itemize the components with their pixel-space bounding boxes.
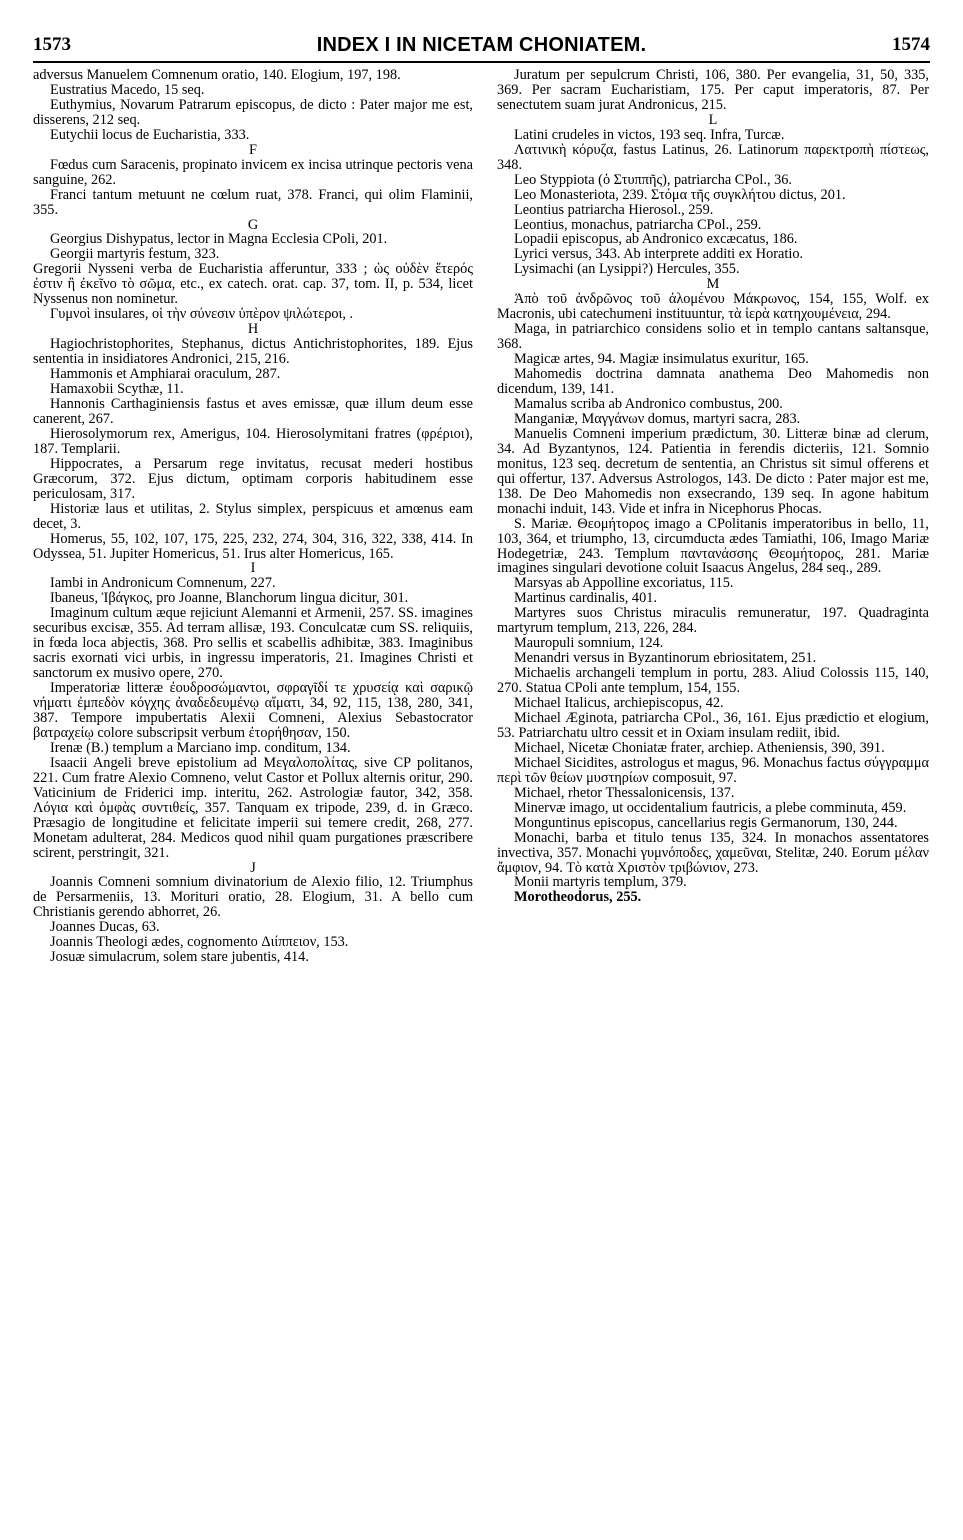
- index-entry: Imperatoriæ litteræ ἐουδροσώμαντοι, σφραγῖδί τε χρυσείᾳ καὶ σαρικῷ νήματι ἐμπεδὸν κόγχης ἀναδεδευμένῳ αἵματι, 34, 92, 115, 138, 280, 341, 387. Tempore impubertatis Alexii Comneni, Alexius Sebastocrator βατραχείῳ colore subscripsit verbum ἐτορήθησαν, 150.: [33, 680, 473, 741]
- section-letter: L: [708, 111, 718, 128]
- index-entry: Monachi, barba et titulo tenus 135, 324. In monachos assentatores invectiva, 357. Monachi γυμνόποδες, χαμεῦναι, Stelitæ, 240. Eorum μέλαν ἄμφιον, 94. Τὸ κατὰ Χριστὸν τριβώνιον, 273.: [497, 829, 929, 876]
- header-rule: [33, 61, 930, 63]
- index-entry: Mamalus scriba ab Andronico combustus, 200.: [514, 395, 783, 412]
- index-entry: Magicæ artes, 94. Magiæ insimulatus exuritur, 165.: [514, 351, 809, 368]
- index-entry: Lysimachi (an Lysippi?) Hercules, 355.: [514, 261, 740, 278]
- index-entry: Historiæ laus et utilitas, 2. Stylus simplex, perspicuus et amœnus eam decet, 3.: [33, 500, 473, 532]
- index-entry: Gregorii Nysseni verba de Eucharistia afferuntur, 333 ; ὡς οὐδὲν ἕτερός ἐστιν ἢ ἐκεῖνο τὸ σῶμα, etc., ex catech. orat. cap. 37, tom. II, p. 534, licet Nyssenus non nominetur.: [33, 261, 473, 308]
- section-letter: I: [250, 560, 256, 577]
- section-letter: H: [247, 321, 259, 338]
- index-entry: S. Mariæ. Θεομήτορος imago a CPolitanis imperatoribus in bello, 11, 103, 364, et triumpho, 13, circumducta ædes Tamiathi, 106, Imago Mariæ Hodegetriæ, 243. Templum παντανάσσης Θεομήτορος, 281. Mariæ imagines singulari devotione coluit Isaacus Angelus, 284 seq., 289.: [497, 515, 929, 577]
- index-entry: Ἀπὸ τοῦ ἀνδρῶνος τοῦ ἀλομένου Μάκρωνος, 154, 155, Wolf. ex Macronis, ubi catechumeni instituuntur, τὰ ἱερὰ κατηχουμένεια, 294.: [497, 291, 929, 323]
- index-entry: Leo Styppiota (ὁ Στυππῆς), patriarcha CPol., 36.: [514, 171, 792, 188]
- index-entry: Michael Italicus, archiepiscopus, 42.: [514, 695, 724, 712]
- index-entry: Michael Æginota, patriarcha CPol., 36, 161. Ejus prædictio et elogium, 53. Patriarchatu ultro cessit et in Oxiam insulam rediit, ibid.: [497, 709, 929, 741]
- index-entry: Hannonis Carthaginiensis fastus et aves emissæ, quæ illum deum esse canerent, 267.: [33, 395, 473, 427]
- index-entry: Hierosolymorum rex, Amerigus, 104. Hierosolymitani fratres (φρέριοι), 187. Templarii.: [33, 425, 473, 457]
- index-entry: Λατινικὴ κόρυζα, fastus Latinus, 26. Latinorum παρεκτροπὴ πίστεως, 348.: [497, 141, 929, 173]
- index-entry: Menandri versus in Byzantinorum ebriositatem, 251.: [514, 650, 817, 667]
- index-entry: Hamaxobii Scythæ, 11.: [50, 381, 184, 398]
- index-entry: Minervæ imago, ut occidentalium fautricis, a plebe comminuta, 459.: [514, 799, 907, 816]
- index-entry: Monguntinus episcopus, cancellarius regis Germanorum, 130, 244.: [514, 814, 898, 831]
- index-entry: Michael Sicidites, astrologus et magus, 96. Monachus factus σύγγραμμα περὶ τῶν θείων μυστηρίων composuit, 97.: [497, 754, 929, 786]
- index-entry: Marsyas ab Appolline excoriatus, 115.: [514, 575, 734, 592]
- index-entry: Imaginum cultum æque rejiciunt Alemanni et Armenii, 257. SS. imagines securibus excisæ, 355. Ad terram allisæ, 193. Conculcatæ cum SS. reliquiis, in fœda loca abjectis, 368. Pro sellis et scabellis adhibitæ, 383. Imaginibus sacris exornati vici urbis, in ingressu imperatoris, 21. Imagines Christi et sanctorum ex musivo opere, 270.: [33, 605, 473, 682]
- index-entry: Joannis Comneni somnium divinatorium de Alexio filio, 12. Triumphus de Persarmeniis, 13. Morituri oratio, 28. Elogium, 31. A bello cum Christianis gerendo abhorret, 26.: [33, 874, 473, 921]
- index-entry: Isaacii Angeli breve epistolium ad Μεγαλοπολίτας, sive CP politanos, 221. Cum fratre Alexio Comneno, velut Castor et Pollux alternis oritur, 290. Vaticinium de Friderici imp. interitu, 262. Astrologiæ fautor, 342, 358. Λόγια καὶ ὀμφὰς συντιθείς, 357. Tanquam ex tripode, 239, d. in Græco. Præsagio de longitudine et felicitate imperii sui temere credit, 268, 277. Monetam adulterat, 284. Medicos quod nihil quam purgationes præscribere scirent, perstringit, 321.: [33, 754, 473, 861]
- index-entry: Homerus, 55, 102, 107, 175, 225, 232, 274, 304, 316, 322, 338, 414. In Odyssea, 51. Jupiter Homericus, 51. Irus alter Homericus, 165.: [33, 530, 473, 562]
- index-entry: Josuæ simulacrum, solem stare jubentis, 414.: [50, 949, 309, 966]
- index-entry: Maga, in patriarchico considens solio et in templo cantans saltansque, 368.: [497, 321, 929, 353]
- index-entry: Leontius patriarcha Hierosol., 259.: [514, 201, 714, 218]
- index-entry: Eutychii locus de Eucharistia, 333.: [50, 126, 250, 143]
- index-entry: Hippocrates, a Persarum rege invitatus, recusat mederi hostibus Græcorum, 372. Ejus dictum, optimam corporis habitudinem esse periculosam, 317.: [33, 455, 473, 502]
- page-number-left: 1573: [33, 34, 71, 55]
- index-entry: Georgii martyris festum, 323.: [50, 246, 220, 263]
- index-entry: Ibaneus, Ἰβάγκος, pro Joanne, Blanchorum lingua dicitur, 301.: [50, 590, 409, 607]
- index-entry: Monii martyris templum, 379.: [514, 874, 687, 891]
- index-entry: Franci tantum metuunt ne cœlum ruat, 378. Franci, qui olim Flaminii, 355.: [33, 186, 473, 218]
- index-entry: Morotheodorus, 255.: [514, 889, 642, 906]
- index-entry: Michael, rhetor Thessalonicensis, 137.: [514, 784, 735, 801]
- index-entry: Manganiæ, Μαγγάνων domus, martyri sacra, 283.: [514, 410, 801, 427]
- index-entry: adversus Manuelem Comnenum oratio, 140. Elogium, 197, 198.: [33, 67, 401, 83]
- section-letter: J: [250, 859, 256, 876]
- index-entry: Georgius Dishypatus, lector in Magna Ecclesia CPoli, 201.: [50, 231, 388, 248]
- index-entry: Martyres suos Christus miraculis remuneratur, 197. Quadraginta martyrum templum, 213, 226, 284.: [497, 605, 929, 637]
- index-entry: Michaelis archangeli templum in portu, 283. Aliud Colossis 115, 140, 270. Statua CPoli ante templum, 154, 155.: [497, 665, 929, 697]
- left-column: [33, 68, 473, 965]
- index-entry: Hagiochristophorites, Stephanus, dictus Antichristophorites, 189. Ejus sententia in insidiatores Andronici, 215, 216.: [33, 336, 473, 368]
- index-entry: Michael, Nicetæ Choniatæ frater, archiep. Atheniensis, 390, 391.: [514, 739, 885, 756]
- index-entry: Euthymius, Novarum Patrarum episcopus, de dicto : Pater major me est, disserens, 212 seq.: [33, 96, 473, 128]
- index-entry: Leo Monasteriota, 239. Στόμα τῆς συγκλήτου dictus, 201.: [514, 186, 846, 203]
- index-entry: Leontius, monachus, patriarcha CPol., 259.: [514, 216, 762, 233]
- index-entry: Latini crudeles in victos, 193 seq. Infra, Turcæ.: [514, 126, 785, 143]
- index-entry: Eustratius Macedo, 15 seq.: [50, 81, 205, 98]
- section-letter: G: [247, 216, 259, 233]
- index-entry: Mahomedis doctrina damnata anathema Deo Mahomedis non dicendum, 139, 141.: [497, 366, 929, 398]
- section-letter: M: [706, 276, 720, 293]
- index-entry: Lyrici versus, 343. Ab interprete additi ex Horatio.: [514, 246, 804, 263]
- page-number-right: 1574: [892, 34, 930, 55]
- index-entry: Joannes Ducas, 63.: [50, 919, 160, 936]
- index-entry: Lopadii episcopus, ab Andronico excæcatus, 186.: [514, 231, 798, 248]
- index-entry: Juratum per sepulcrum Christi, 106, 380. Per evangelia, 31, 50, 335, 369. Per sacram Eucharistiam, 175. Per caput imperatoris, 87. Per senectutem suam jurat Andronicus, 215.: [497, 67, 929, 113]
- index-entry: Hammonis et Amphiarai oraculum, 287.: [50, 366, 281, 383]
- index-entry: Martinus cardinalis, 401.: [514, 590, 657, 607]
- index-entry: Iambi in Andronicum Comnenum, 227.: [50, 575, 276, 592]
- index-entry: Manuelis Comneni imperium prædictum, 30. Litteræ binæ ad clerum, 34. Ad Byzantynos, 124. Patientia in ferendis dicteriis, 121. Somnio monitus, 123 seq. decretum de sententia, an Christus sit simul offerens et qui offertur, 137. Adversus Astrologos, 143. De dicto : Pater major est me, 138. De Deo Mahomedis non exsecrando, 139 seq. In agone habitum monachi induit, 143. Vide et infra in Nicephorus Phocas.: [497, 425, 929, 517]
- index-entry: Fœdus cum Saracenis, propinato invicem ex incisa utrinque pectoris vena sanguine, 262.: [33, 156, 473, 188]
- index-entry: Γυμνοὶ insulares, οἱ τὴν σύνεσιν ὑπὲρον ψιλώτεροι, .: [50, 306, 354, 323]
- page-header: [33, 34, 930, 60]
- index-entry: Mauropuli somnium, 124.: [514, 635, 664, 652]
- section-letter: F: [249, 141, 257, 158]
- running-title: INDEX I IN NICETAM CHONIATEM.: [316, 34, 647, 56]
- right-column: [497, 68, 929, 905]
- index-entry: Joannis Theologi ædes, cognomento Διίππειον, 153.: [50, 934, 349, 951]
- index-entry: Irenæ (B.) templum a Marciano imp. conditum, 134.: [50, 739, 351, 756]
